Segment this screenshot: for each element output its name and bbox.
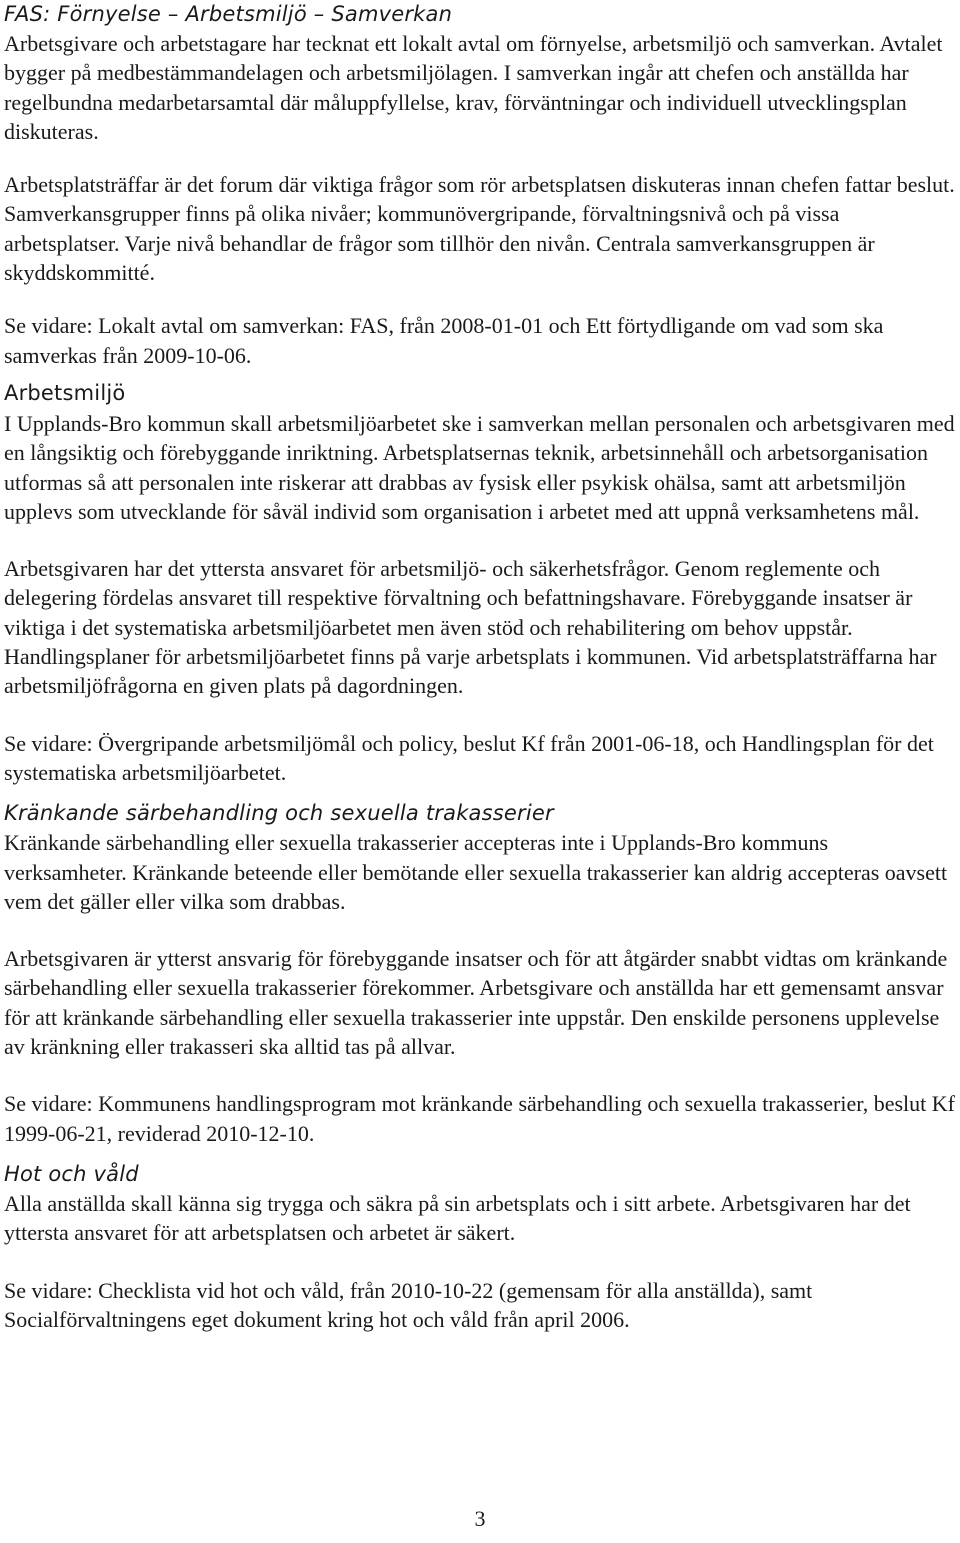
- paragraph: Alla anställda skall känna sig trygga och säkra på sin arbetsplats och i sitt arbete. Arbetsgivaren har det yttersta ansvaret för att arbetsplatsen och arbetet är säkert.: [4, 1190, 911, 1246]
- paragraph: Kränkande särbehandling eller sexuella trakasserier accepteras inte i Upplands-Bro kommuns verksamheter. Kränkande beteende eller bemötande eller sexuella trakasserier kan aldrig accepteras oavsett vem det gäller eller vilka som drabbas.: [4, 830, 948, 914]
- paragraph: Arbetsgivaren är ytterst ansvarig för förebyggande insatser och för att åtgärder snabbt vidtas om kränkande särbehandling eller sexuella trakasserier förekommer. Arbetsgivare och anställda har ett gemensamt ansvar för att kränkande särbehandling eller sexuella trakasserier inte uppstår. Den enskilde personens upplevelse av kränkning eller trakasseri ska alltid tas på allvar.: [4, 946, 948, 1060]
- section-heading: Hot och våld: [4, 1161, 139, 1186]
- section-heading: Arbetsmiljö: [4, 380, 126, 405]
- paragraph: Arbetsgivaren har det yttersta ansvaret för arbetsmiljö- och säkerhetsfrågor. Genom reglemente och delegering fördelas ansvaret till respektive förvaltning och befattningshavare. Förebyggande insatser är viktiga i det systematiska arbetsmiljöarbetet men även stöd och rehabilitering om behov uppstår. Handlingsplaner för arbetsmiljöarbetet finns på varje arbetsplats i kommunen. Vid arbetsplatsträffarna har arbetsmiljöfrågorna en given plats på dagordningen.: [4, 556, 937, 699]
- paragraph: Arbetsgivare och arbetstagare har tecknat ett lokalt avtal om förnyelse, arbetsmiljö och samverkan. Avtalet bygger på medbestämmandelagen och arbetsmiljölagen. I samverkan ingår att chefen och anställda har regelbundna medarbetarsamtal där måluppfyllelse, krav, förväntningar och individuell utvecklingsplan diskuteras.: [4, 31, 943, 144]
- paragraph: Se vidare: Kommunens handlingsprogram mot kränkande särbehandling och sexuella trakasserier, beslut Kf 1999-06-21, reviderad 2010-12-10.: [4, 1091, 955, 1146]
- section-heading: Kränkande särbehandling och sexuella trakasserier: [4, 801, 554, 826]
- section-hot-och-vald: [4, 1160, 956, 1334]
- paragraph: Se vidare: Checklista vid hot och våld, från 2010-10-22 (gemensam för alla anställda), samt Socialförvaltningens eget dokument kring hot och våld från april 2006.: [4, 1277, 813, 1332]
- paragraph: Arbetsplatsträffar är det forum där viktiga frågor som rör arbetsplatsen diskuteras innan chefen fattar beslut. Samverkansgrupper finns på olika nivåer; kommunövergripande, förvaltningsnivå och på vissa arbetsplatser. Varje nivå behandlar de frågor som tillhör den nivån. Centrala samverkansgruppen är skyddskommitté.: [4, 172, 955, 286]
- page-number: 3: [474, 1506, 486, 1531]
- document-page: [4, 0, 956, 1334]
- paragraph: I Upplands-Bro kommun skall arbetsmiljöarbetet ske i samverkan mellan personalen och arbetsgivaren med en långsiktig och förebyggande inriktning. Arbetsplatsernas teknik, arbetsinnehåll och arbetsorganisation utformas så att personalen inte riskerar att drabbas av fysisk eller psykisk ohälsa, samt att arbetsmiljön upplevs som utvecklande för såväl individ som organisation i arbetet med att uppnå verksamhetens mål.: [4, 410, 955, 524]
- section-fas: [4, 0, 956, 370]
- paragraph: Se vidare: Övergripande arbetsmiljömål och policy, beslut Kf från 2001-06-18, och Handlingsplan för det systematiska arbetsmiljöarbetet.: [4, 730, 934, 785]
- section-heading: FAS: Förnyelse – Arbetsmiljö – Samverkan: [4, 2, 453, 26]
- section-arbetsmiljo: [4, 379, 956, 787]
- paragraph: Se vidare: Lokalt avtal om samverkan: FAS, från 2008-01-01 och Ett förtydligande om vad som ska samverkas från 2009-10-06.: [4, 313, 884, 368]
- section-krankande: [4, 799, 956, 1148]
